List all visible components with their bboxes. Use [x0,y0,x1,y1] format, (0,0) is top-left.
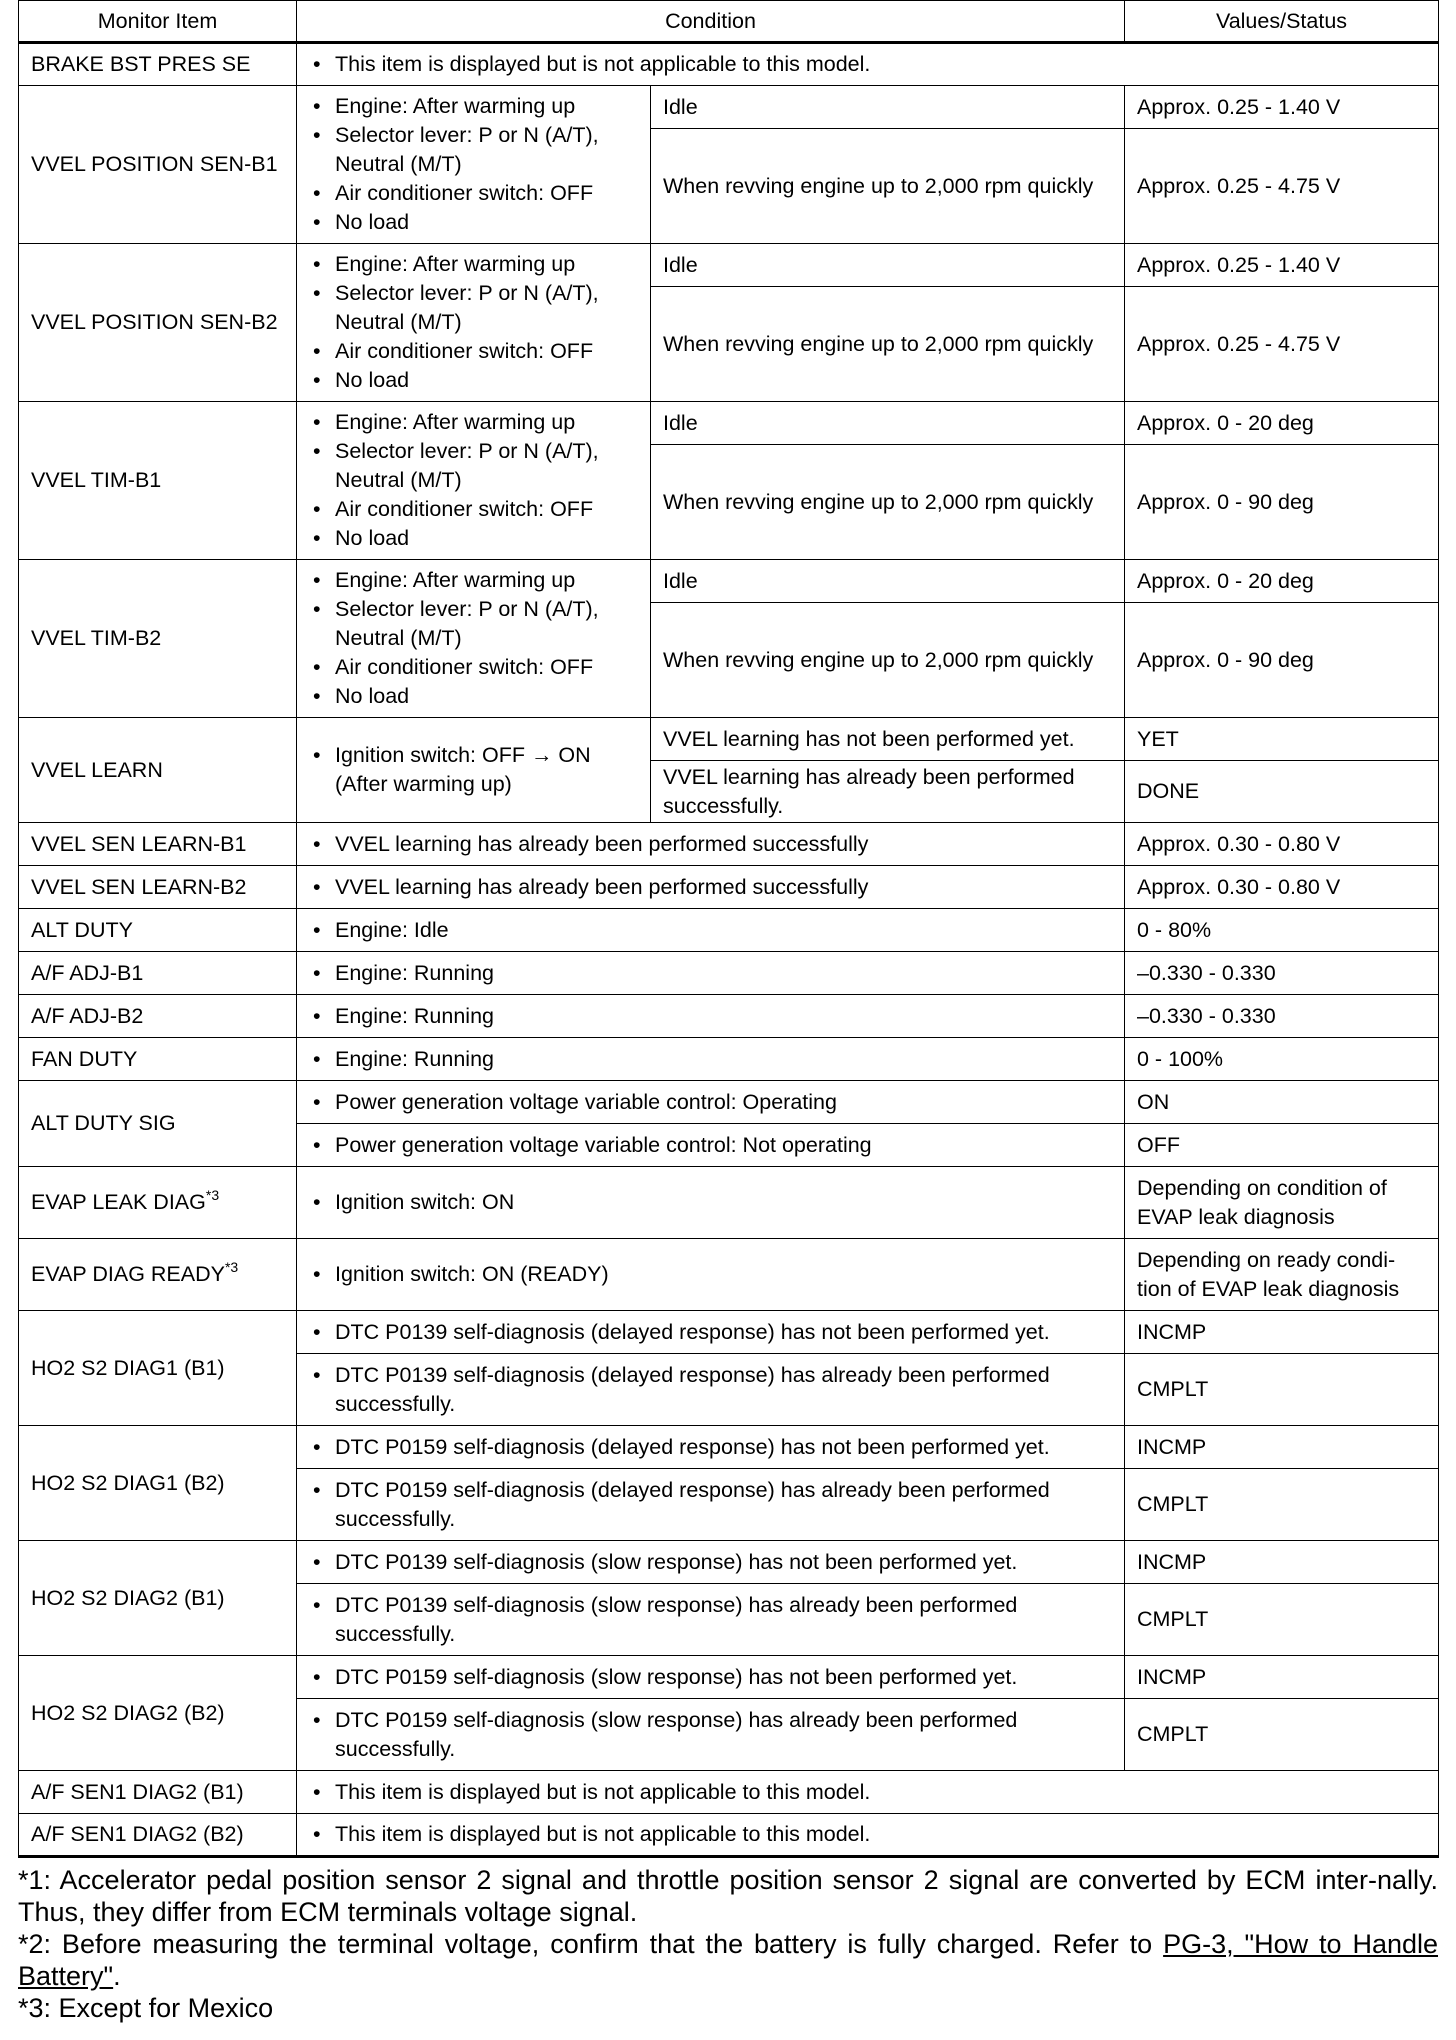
condition-cell: • Engine: Idle [297,909,1125,952]
table-row [19,995,1439,1038]
condition-cell: • This item is displayed but is not applicable to this model. [297,1771,1439,1814]
table-row [19,1167,1439,1239]
value-cell: Approx. 0.25 - 1.40 V [1125,86,1439,129]
value-cell: Approx. 0 - 20 deg [1125,560,1439,603]
value-cell: Approx. 0.25 - 1.40 V [1125,244,1439,287]
value-cell: Approx. 0 - 20 deg [1125,402,1439,445]
value-cell: –0.330 - 0.330 [1125,952,1439,995]
header-values-status: Values/Status [1125,1,1439,43]
value-cell: CMPLT [1125,1699,1439,1771]
condition-cell: • VVEL learning has already been performed successfully [297,823,1125,866]
condition-cell: • Ignition switch: ON [297,1167,1125,1239]
condition-cell: • VVEL learning has already been performed successfully [297,866,1125,909]
condition-cell: • DTC P0159 self-diagnosis (delayed response) has not been performed yet. [297,1426,1125,1469]
condition-cell: • Engine: Running [297,952,1125,995]
value-cell: Approx. 0.25 - 4.75 V [1125,287,1439,402]
monitor-item-cell: A/F SEN1 DIAG2 (B2) [19,1814,297,1857]
value-cell: 0 - 80% [1125,909,1439,952]
condition-cell: • DTC P0159 self-diagnosis (slow response) has already been performed successfully. [297,1699,1125,1771]
value-cell: –0.330 - 0.330 [1125,995,1439,1038]
condition-cell: • Power generation voltage variable control: Not operating [297,1124,1125,1167]
monitor-item-cell: VVEL TIM-B1 [19,402,297,560]
value-cell: ON [1125,1081,1439,1124]
sub-condition-cell: When revving engine up to 2,000 rpm quickly [651,445,1125,560]
value-cell: DONE [1125,761,1439,823]
table-row [19,1541,1439,1584]
table-row [19,1081,1439,1124]
condition-cell: • Engine: After warming up • Selector lever: P or N (A/T), Neutral (M/T) • Air conditioner switch: OFF • No load [297,402,651,560]
value-cell: CMPLT [1125,1584,1439,1656]
condition-cell: • DTC P0139 self-diagnosis (slow response) has not been performed yet. [297,1541,1125,1584]
condition-cell: • Engine: After warming up • Selector lever: P or N (A/T), Neutral (M/T) • Air conditioner switch: OFF • No load [297,244,651,402]
value-cell: INCMP [1125,1311,1439,1354]
monitor-item-cell: HO2 S2 DIAG2 (B1) [19,1541,297,1656]
condition-cell: • Ignition switch: OFF → ON (After warming up) [297,718,651,823]
value-cell: Approx. 0.25 - 4.75 V [1125,129,1439,244]
table-row [19,1814,1439,1857]
value-cell: YET [1125,718,1439,761]
monitor-item-cell: VVEL TIM-B2 [19,560,297,718]
table-row [19,560,1439,603]
table-header-row [19,1,1439,43]
condition-cell: • Engine: After warming up • Selector lever: P or N (A/T), Neutral (M/T) • Air conditioner switch: OFF • No load [297,86,651,244]
table-row [19,718,1439,761]
monitor-item-cell: HO2 S2 DIAG1 (B1) [19,1311,297,1426]
table-row [19,823,1439,866]
sub-condition-cell: When revving engine up to 2,000 rpm quickly [651,129,1125,244]
monitor-item-cell: ALT DUTY [19,909,297,952]
condition-cell: • DTC P0159 self-diagnosis (slow response) has not been performed yet. [297,1656,1125,1699]
condition-cell: • DTC P0139 self-diagnosis (delayed response) has already been performed successfully. [297,1354,1125,1426]
monitor-item-cell: A/F ADJ-B2 [19,995,297,1038]
sub-condition-cell: When revving engine up to 2,000 rpm quickly [651,603,1125,718]
condition-cell: • DTC P0139 self-diagnosis (delayed response) has not been performed yet. [297,1311,1125,1354]
monitor-item-cell: EVAP DIAG READY$^{*3}$ [19,1239,297,1311]
condition-cell: • Engine: After warming up • Selector lever: P or N (A/T), Neutral (M/T) • Air conditioner switch: OFF • No load [297,560,651,718]
condition-cell: • This item is displayed but is not applicable to this model. [297,1814,1439,1857]
value-cell: Depending on condition of EVAP leak diagnosis [1125,1167,1439,1239]
header-condition: Condition [297,1,1125,43]
sub-condition-cell: Idle [651,86,1125,129]
sub-condition-cell: Idle [651,560,1125,603]
table-row [19,1038,1439,1081]
condition-cell: • DTC P0159 self-diagnosis (delayed response) has already been performed successfully. [297,1469,1125,1541]
monitor-item-cell: A/F ADJ-B1 [19,952,297,995]
value-cell: CMPLT [1125,1354,1439,1426]
footnote-2: *2: Before measuring the terminal voltage, confirm that the battery is fully charged. Refer to PG-3, "How to Handle Battery". [18,1929,1439,1991]
monitor-item-cell: BRAKE BST PRES SE [19,43,297,86]
sub-condition-cell: VVEL learning has already been performed successfully. [651,761,1125,823]
document [18,0,1438,2024]
monitor-item-cell: VVEL SEN LEARN-B1 [19,823,297,866]
value-cell: Depending on ready condi-tion of EVAP leak diagnosis [1125,1239,1439,1311]
value-cell: 0 - 100% [1125,1038,1439,1081]
monitor-item-cell: VVEL POSITION SEN-B1 [19,86,297,244]
value-cell: Approx. 0.30 - 0.80 V [1125,866,1439,909]
table-row [19,402,1439,445]
value-cell: INCMP [1125,1656,1439,1699]
condition-cell: • Engine: Running [297,995,1125,1038]
value-cell: Approx. 0 - 90 deg [1125,445,1439,560]
monitor-item-cell: EVAP LEAK DIAG$^{*3}$ [19,1167,297,1239]
table-row [19,952,1439,995]
sub-condition-cell: When revving engine up to 2,000 rpm quickly [651,287,1125,402]
table-row [19,244,1439,287]
monitor-item-cell: VVEL POSITION SEN-B2 [19,244,297,402]
condition-cell: • Power generation voltage variable control: Operating [297,1081,1125,1124]
monitor-item-table [18,0,1439,1858]
table-row [19,1771,1439,1814]
table-row [19,866,1439,909]
condition-cell: • This item is displayed but is not applicable to this model. [297,43,1439,86]
condition-cell: • DTC P0139 self-diagnosis (slow response) has already been performed successfully. [297,1584,1125,1656]
condition-cell: • Ignition switch: ON (READY) [297,1239,1125,1311]
footnote-1: *1: Accelerator pedal position sensor 2 signal and throttle position sensor 2 signal are converted by ECM inter-nally. Thus, they differ from ECM terminals voltage signal. [18,1865,1438,1927]
footnotes [18,1864,1438,2024]
header-monitor-item: Monitor Item [19,1,297,43]
monitor-item-cell: FAN DUTY [19,1038,297,1081]
condition-cell: • Engine: Running [297,1038,1125,1081]
monitor-item-cell: VVEL LEARN [19,718,297,823]
value-cell: INCMP [1125,1541,1439,1584]
table-row [19,1656,1439,1699]
table-row [19,1239,1439,1311]
sub-condition-cell: Idle [651,244,1125,287]
footnote-3: *3: Except for Mexico [18,1993,274,2023]
value-cell: CMPLT [1125,1469,1439,1541]
monitor-item-cell: A/F SEN1 DIAG2 (B1) [19,1771,297,1814]
pg-3-battery-link[interactable]: PG-3, "How to Handle Battery" [18,1929,1439,1991]
sub-condition-cell: VVEL learning has not been performed yet. [651,718,1125,761]
value-cell: Approx. 0.30 - 0.80 V [1125,823,1439,866]
sub-condition-cell: Idle [651,402,1125,445]
value-cell: OFF [1125,1124,1439,1167]
value-cell: Approx. 0 - 90 deg [1125,603,1439,718]
table-row [19,86,1439,129]
monitor-item-cell: HO2 S2 DIAG2 (B2) [19,1656,297,1771]
value-cell: INCMP [1125,1426,1439,1469]
table-row [19,909,1439,952]
table-row [19,1426,1439,1469]
monitor-item-cell: VVEL SEN LEARN-B2 [19,866,297,909]
table-row [19,1311,1439,1354]
monitor-item-cell: HO2 S2 DIAG1 (B2) [19,1426,297,1541]
table-row [19,43,1439,86]
monitor-item-cell: ALT DUTY SIG [19,1081,297,1167]
